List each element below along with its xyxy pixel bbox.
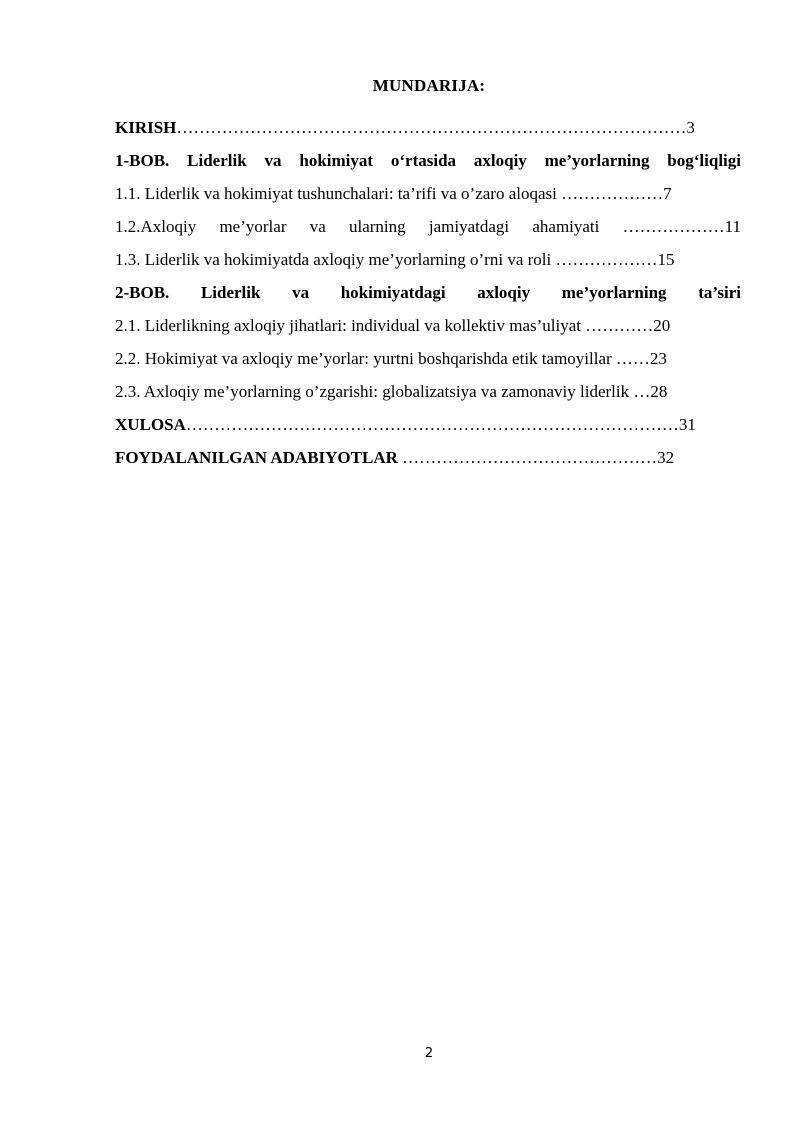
toc-entry-2-2[interactable] <box>115 348 667 370</box>
page-number: 2 <box>424 1046 434 1061</box>
toc-entry-1-1[interactable] <box>115 183 672 205</box>
toc-entry-2-1[interactable] <box>115 315 670 337</box>
toc-entry-xulosa[interactable] <box>115 414 696 436</box>
toc-entry-leader: ………… <box>581 316 654 335</box>
toc-entry-chapter-2[interactable] <box>115 282 741 304</box>
toc-entry-leader: ……………… <box>599 217 725 236</box>
toc-entry-leader: … <box>629 382 651 401</box>
toc-entry-page: 23 <box>649 349 667 368</box>
toc-entry-references[interactable] <box>115 447 674 469</box>
toc-entry-label: 2-BOB. Liderlik va hokimiyatdagi axloqiy me’yorlarning ta’siri <box>115 283 741 302</box>
toc-entry-label: FOYDALANILGAN ADABIYOTLAR <box>115 448 398 467</box>
toc-entry-kirish[interactable] <box>115 117 695 139</box>
toc-entry-label: 1.3. Liderlik va hokimiyatda axloqiy me’yorlarning o’rni va roli <box>115 250 552 269</box>
toc-entry-label: XULOSA <box>115 415 186 434</box>
toc-entry-leader: ……………………………………… <box>397 448 658 467</box>
toc-entry-page: 15 <box>657 250 675 269</box>
toc-entry-2-3[interactable] <box>115 381 667 403</box>
toc-entry-label: 1-BOB. Liderlik va hokimiyat o‘rtasida axloqiy me’yorlarning bog‘liqligi <box>115 151 741 170</box>
toc-entry-label: 2.3. Axloqiy me’yorlarning o’zgarishi: globalizatsiya va zamonaviy liderlik <box>115 382 630 401</box>
toc-entry-chapter-1[interactable] <box>115 150 741 172</box>
toc-entry-leader: …… <box>611 349 650 368</box>
toc-entry-page: 7 <box>663 184 672 203</box>
toc-entry-label: KIRISH <box>115 118 177 137</box>
toc-entry-leader: …………………………………………………………………………… <box>185 415 679 434</box>
toc-entry-page: 3 <box>686 118 695 137</box>
toc-entry-label: 2.2. Hokimiyat va axloqiy me’yorlar: yurtni boshqarishda etik tamoyillar <box>115 349 612 368</box>
toc-entry-leader: ……………………………………………………………………………… <box>176 118 687 137</box>
toc-entry-leader: ……………… <box>551 250 658 269</box>
toc-entry-1-2[interactable] <box>115 216 741 238</box>
toc-entry-page: 20 <box>653 316 671 335</box>
toc-entry-1-3[interactable] <box>115 249 674 271</box>
page-title: MUNDARIJA: <box>372 76 486 95</box>
toc-entry-page: 31 <box>678 415 696 434</box>
toc-entry-page: 11 <box>724 217 741 236</box>
toc-entry-page: 28 <box>650 382 668 401</box>
toc-entry-label: 1.1. Liderlik va hokimiyat tushunchalari: ta’rifi va o’zaro aloqasi <box>115 184 557 203</box>
toc-entry-label: 2.1. Liderlikning axloqiy jihatlari: individual va kollektiv mas’uliyat <box>115 316 581 335</box>
toc-entry-leader: ……………… <box>556 184 664 203</box>
toc-entry-page: 32 <box>657 448 675 467</box>
toc-entry-label: 1.2.Axloqiy me’yorlar va ularning jamiyatdagi ahamiyati <box>115 217 600 236</box>
